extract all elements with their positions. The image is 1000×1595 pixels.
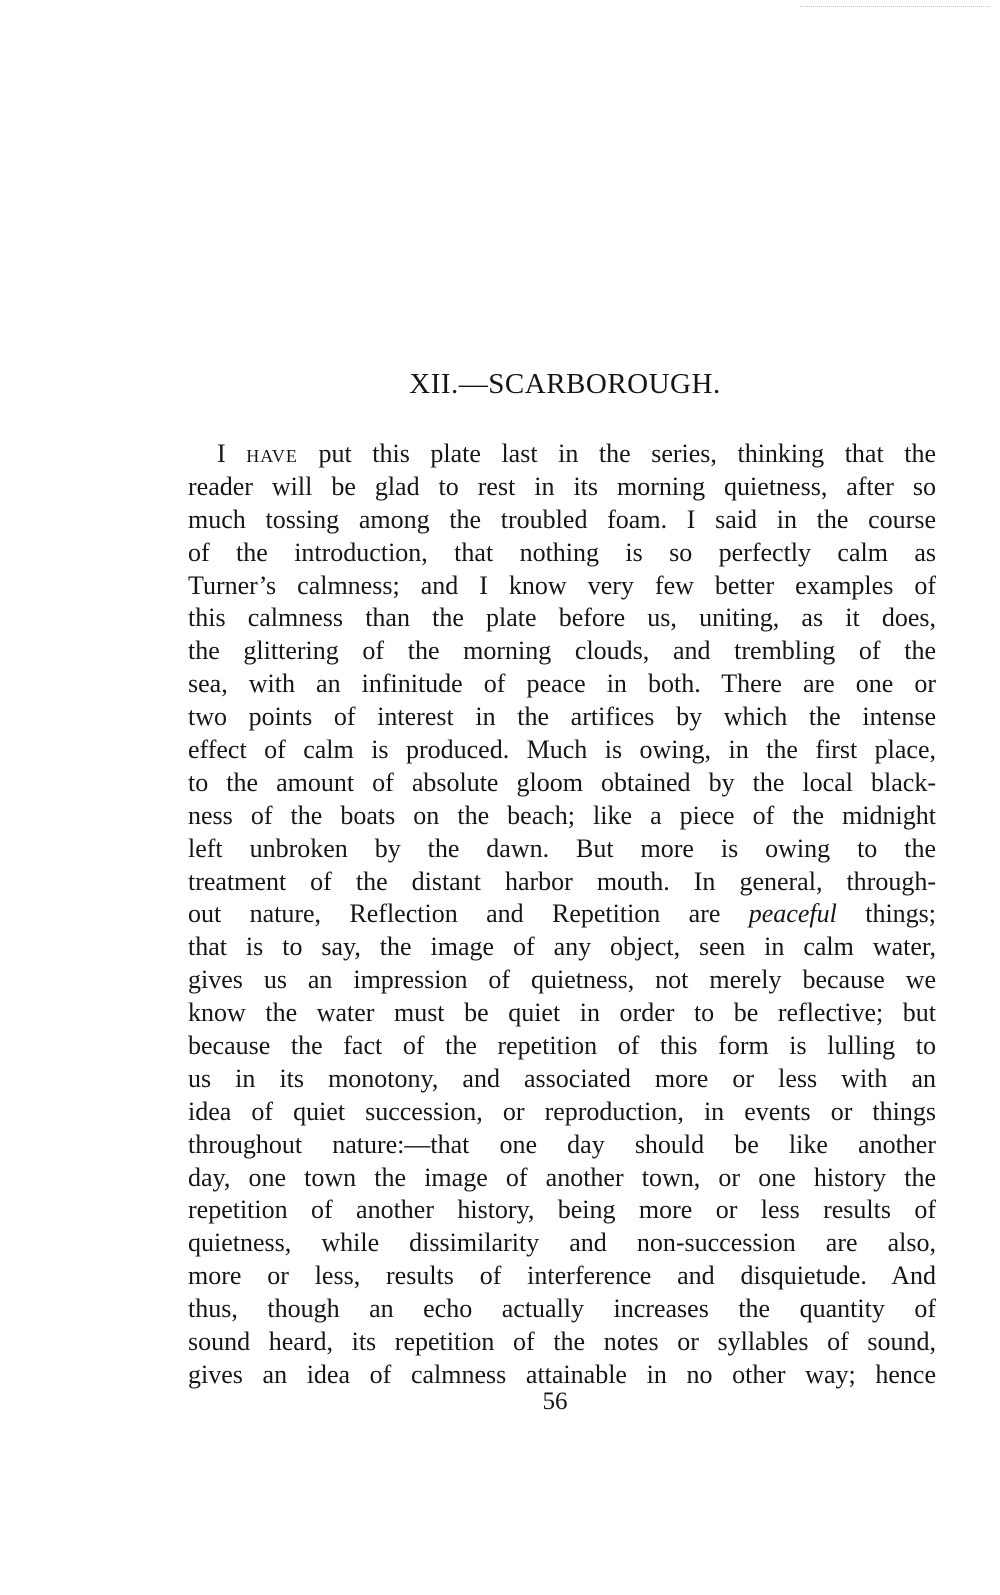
text-line: of the introduction, that nothing is so perfectly calm as xyxy=(188,537,936,567)
text-line: throughout nature:—that one day should be like another xyxy=(188,1129,936,1159)
text-line: to the amount of absolute gloom obtained by the local black- xyxy=(188,767,936,797)
text-line: more or less, results of interference and disquietude. And xyxy=(188,1261,936,1291)
text-line: idea of quiet succession, or reproduction, in events or things xyxy=(188,1096,936,1126)
scan-marks xyxy=(800,6,990,11)
page-number: 56 xyxy=(542,1388,568,1415)
opening-rest: put this plate last in the series, thinking that the xyxy=(318,439,936,468)
text-line: two points of interest in the artifices by which the intense xyxy=(188,702,936,732)
text-line: effect of calm is produced. Much is owing, in the first place, xyxy=(188,735,936,765)
chapter-title: XII.—SCARBOROUGH. xyxy=(409,368,721,400)
text-line: Turner’s calmness; and I know very few better examples of xyxy=(188,570,936,600)
text-line: because the fact of the repetition of this form is lulling to xyxy=(188,1031,936,1061)
text-line: thus, though an echo actually increases the quantity of xyxy=(188,1294,936,1324)
text-line: much tossing among the troubled foam. I said in the course xyxy=(188,504,936,534)
body-paragraph xyxy=(188,438,936,1392)
text-line: sound heard, its repetition of the notes or syllables of sound, xyxy=(188,1327,936,1357)
text-line: this calmness than the plate before us, uniting, as it does, xyxy=(188,603,936,633)
text-line: us in its monotony, and associated more or less with an xyxy=(188,1063,936,1093)
text-line: gives us an impression of quietness, not merely because we xyxy=(188,965,936,995)
text-line: sea, with an infinitude of peace in both. There are one or xyxy=(188,669,936,699)
italic-line-after: things; xyxy=(865,899,936,929)
text-line xyxy=(188,438,936,471)
opening-word: I xyxy=(217,439,226,468)
italic-word: peaceful xyxy=(748,899,837,929)
text-line: quietness, while dissimilarity and non-succession are also, xyxy=(188,1228,936,1258)
text-line: reader will be glad to rest in its morning quietness, after so xyxy=(188,471,936,501)
text-line: know the water must be quiet in order to be reflective; but xyxy=(188,998,936,1028)
text-line: treatment of the distant harbor mouth. In general, through- xyxy=(188,866,936,896)
text-line: left unbroken by the dawn. But more is owing to the xyxy=(188,833,936,863)
text-line: gives an idea of calmness attainable in no other way; hence xyxy=(188,1359,936,1389)
text-line: repetition of another history, being more or less results of xyxy=(188,1195,936,1225)
text-line xyxy=(188,898,936,931)
text-line: day, one town the image of another town, or one history the xyxy=(188,1162,936,1192)
italic-line-before: out nature, Reflection and Repetition are xyxy=(188,899,721,929)
text-line: the glittering of the morning clouds, and trembling of the xyxy=(188,636,936,666)
text-line: ness of the boats on the beach; like a piece of the midnight xyxy=(188,800,936,830)
opening-smallcaps: have xyxy=(246,439,298,468)
text-line: that is to say, the image of any object, seen in calm water, xyxy=(188,932,936,962)
